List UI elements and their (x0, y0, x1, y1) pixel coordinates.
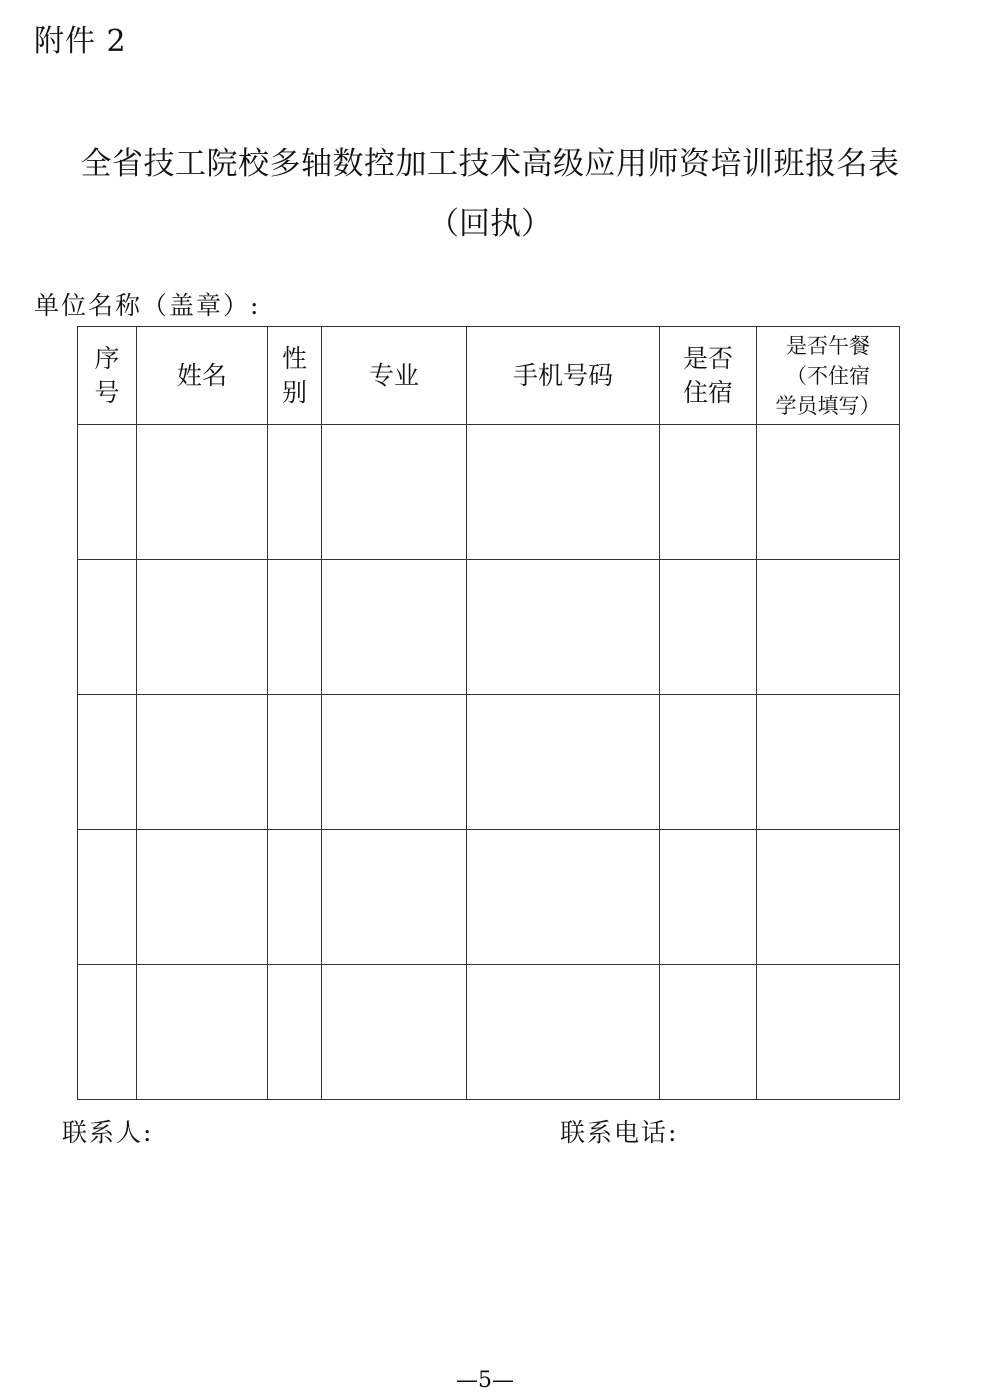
attachment-label: 附件 2 (34, 24, 127, 59)
cell-accommodation[interactable] (660, 830, 757, 965)
cell-lunch[interactable] (757, 830, 900, 965)
page-number: —5— (456, 1368, 514, 1393)
cell-name[interactable] (137, 695, 268, 830)
header-gender (268, 327, 322, 425)
contact-phone-label: 联系电话: (560, 1118, 679, 1147)
contact-person-label: 联系人: (62, 1118, 154, 1147)
header-line: 学员填写） (775, 393, 881, 418)
form-subtitle: （回执） (428, 206, 552, 242)
form-title: 全省技工院校多轴数控加工技术高级应用师资培训班报名表 (80, 146, 900, 182)
header-line: 是否午餐 (786, 333, 870, 358)
cell-lunch[interactable] (757, 965, 900, 1100)
cell-serial-number[interactable] (78, 425, 137, 560)
table-header-row (78, 327, 900, 425)
cell-major[interactable] (322, 695, 467, 830)
cell-lunch[interactable] (757, 560, 900, 695)
cell-accommodation[interactable] (660, 560, 757, 695)
cell-accommodation[interactable] (660, 425, 757, 560)
cell-mobile-number[interactable] (467, 695, 660, 830)
cell-mobile-number[interactable] (467, 425, 660, 560)
registration-table (77, 326, 900, 1100)
cell-gender[interactable] (268, 830, 322, 965)
cell-accommodation[interactable] (660, 965, 757, 1100)
unit-name-label: 单位名称（盖章）: (34, 291, 261, 320)
header-mobile-number (467, 327, 660, 425)
header-name (137, 327, 268, 425)
cell-accommodation[interactable] (660, 695, 757, 830)
cell-gender[interactable] (268, 560, 322, 695)
cell-name[interactable] (137, 560, 268, 695)
header-line: 别 (281, 377, 307, 407)
header-line: 住宿 (682, 377, 733, 407)
cell-name[interactable] (137, 965, 268, 1100)
table-row (78, 830, 900, 965)
cell-gender[interactable] (268, 695, 322, 830)
header-lunch (757, 327, 900, 425)
cell-serial-number[interactable] (78, 965, 137, 1100)
header-line: 是否 (682, 343, 733, 373)
header-line: 姓名 (176, 360, 227, 390)
header-line: 手机号码 (512, 360, 613, 390)
header-line: 专业 (368, 360, 419, 390)
table-row (78, 695, 900, 830)
header-serial-number (78, 327, 137, 425)
table-row (78, 425, 900, 560)
cell-name[interactable] (137, 425, 268, 560)
cell-serial-number[interactable] (78, 830, 137, 965)
cell-mobile-number[interactable] (467, 965, 660, 1100)
header-major (322, 327, 467, 425)
cell-major[interactable] (322, 830, 467, 965)
cell-mobile-number[interactable] (467, 560, 660, 695)
cell-major[interactable] (322, 425, 467, 560)
table-row (78, 560, 900, 695)
cell-lunch[interactable] (757, 695, 900, 830)
cell-serial-number[interactable] (78, 695, 137, 830)
cell-name[interactable] (137, 830, 268, 965)
header-line: 序 (94, 343, 120, 373)
table-row (78, 965, 900, 1100)
header-line: （不住宿 (786, 363, 870, 388)
cell-major[interactable] (322, 560, 467, 695)
header-line: 号 (94, 377, 120, 407)
header-line: 性 (281, 343, 307, 373)
cell-serial-number[interactable] (78, 560, 137, 695)
cell-major[interactable] (322, 965, 467, 1100)
cell-gender[interactable] (268, 965, 322, 1100)
cell-mobile-number[interactable] (467, 830, 660, 965)
cell-lunch[interactable] (757, 425, 900, 560)
header-accommodation (660, 327, 757, 425)
cell-gender[interactable] (268, 425, 322, 560)
